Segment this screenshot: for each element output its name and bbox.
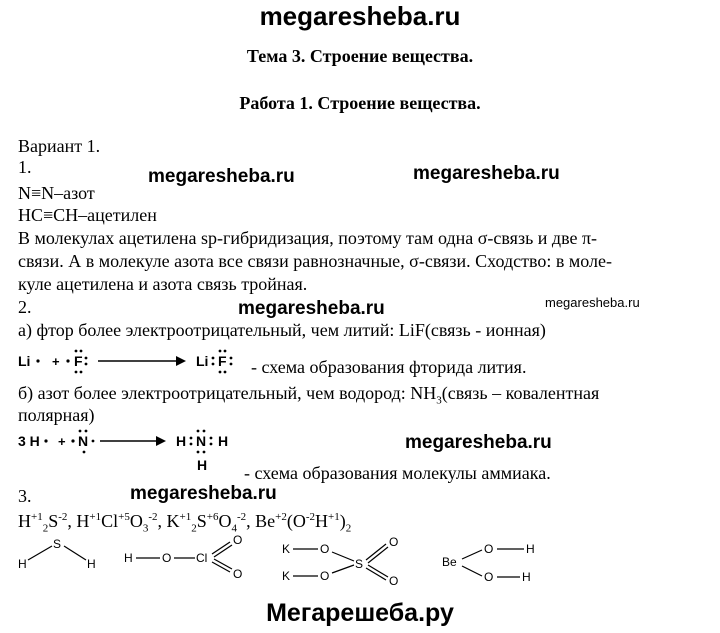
atom-o: O	[320, 542, 330, 556]
f-sep: ,	[246, 511, 256, 531]
reaction-arrow-head	[156, 436, 166, 446]
q1-formula-nitrogen: N≡N–азот	[18, 183, 95, 203]
atom-h: H	[522, 570, 531, 584]
f-part: H	[315, 511, 329, 531]
lif-scheme-caption: - схема образования фторида лития.	[251, 357, 527, 377]
bond	[332, 565, 354, 573]
electron-dot	[85, 363, 88, 366]
beoh2-structure	[442, 542, 535, 584]
atom-h: H	[87, 557, 96, 571]
f-idx: 3	[142, 522, 149, 535]
f-ox: -2	[148, 511, 158, 523]
bond	[64, 546, 86, 560]
atom-cl: Cl	[196, 551, 208, 565]
f-sep: ,	[67, 511, 77, 531]
electron-dot	[224, 371, 227, 374]
electron-dot	[75, 371, 78, 374]
atom-k: K	[282, 569, 291, 583]
electron-dot	[219, 350, 222, 353]
nh3-h-bottom: H	[197, 457, 208, 473]
reaction-arrow-head	[176, 356, 186, 366]
nh3-scheme-caption: - схема образования молекулы аммиака.	[244, 463, 551, 483]
nh3-h-right: H	[218, 433, 229, 449]
atom-h: H	[124, 551, 133, 565]
electron-dot	[190, 437, 193, 440]
q1-text-line: В молекулах ацетилена sp-гибридизация, поэтому там одна σ-связь и две π-	[18, 228, 598, 248]
electron-dot	[80, 371, 83, 374]
electron-dot	[92, 440, 95, 443]
q3-number: 3.	[18, 486, 32, 506]
watermark: megaresheba.ru	[130, 483, 277, 504]
electron-dot	[224, 350, 227, 353]
electron-dot	[190, 443, 193, 446]
h2s-structure	[18, 537, 96, 571]
watermark: megaresheba.ru	[545, 295, 640, 310]
electron-dot	[219, 371, 222, 374]
lif-formation-scheme	[16, 346, 256, 376]
electron-dot	[66, 359, 69, 362]
plus-sign: +	[52, 354, 60, 369]
electron-dot	[230, 363, 233, 366]
watermark: megaresheba.ru	[405, 432, 552, 453]
bond	[462, 566, 482, 576]
watermark: megaresheba.ru	[148, 166, 295, 187]
atom-o: O	[162, 551, 172, 565]
electron-dot	[197, 451, 200, 454]
q2-b-text-part: (связь – ковалентная	[441, 383, 600, 403]
electron-dot	[203, 451, 206, 454]
work-title: Работа 1. Строение вещества.	[239, 93, 481, 113]
atom-s: S	[53, 537, 62, 551]
f-ox: +1	[328, 511, 340, 523]
f-part: (O	[286, 511, 306, 531]
atom-h: H	[526, 542, 535, 556]
electron-dot	[85, 430, 88, 433]
f-ox: +5	[118, 511, 130, 523]
bond	[28, 546, 52, 560]
atom-be: Be	[442, 555, 457, 569]
product-li-symbol: Li	[196, 353, 209, 369]
f-part: O	[218, 511, 232, 531]
electron-dot	[85, 357, 88, 360]
bond	[332, 552, 354, 561]
topic-title: Тема 3. Строение вещества.	[246, 46, 474, 66]
f-ox: -2	[236, 511, 247, 523]
electron-dot	[197, 430, 200, 433]
electron-dot	[71, 439, 74, 442]
watermark: megaresheba.ru	[413, 163, 560, 184]
q1-text-line: куле ацетилена и азота связь тройная.	[18, 274, 308, 294]
electron-dot	[80, 350, 83, 353]
h3-symbol: 3 H	[18, 433, 40, 449]
plus-sign: +	[58, 434, 66, 449]
f-part: S	[196, 511, 207, 531]
q3-oxidation-formulas	[18, 511, 352, 535]
f-part: K	[166, 511, 180, 531]
f-part: S	[48, 511, 59, 531]
q2-a-text: а) фтор более электроотрицательный, чем литий: LiF(связь - ионная)	[18, 320, 546, 340]
atom-h: H	[18, 557, 27, 571]
atom-o: O	[320, 569, 330, 583]
hclo3-structure	[124, 533, 242, 581]
product-f-symbol: F	[218, 353, 227, 369]
q1-number: 1.	[18, 157, 32, 177]
atom-o: O	[484, 542, 494, 556]
double-bond	[366, 544, 386, 560]
electron-dot	[212, 357, 215, 360]
f-ox: -2	[58, 511, 68, 523]
f-part: Cl	[101, 511, 119, 531]
f-part: O	[129, 511, 143, 531]
f-ox: -2	[305, 511, 316, 523]
nh3-h-left: H	[176, 433, 187, 449]
q2-b-subscript: 3	[436, 394, 442, 407]
f-part: )	[339, 511, 346, 531]
bond	[462, 550, 482, 559]
f-ox: +2	[275, 511, 287, 523]
q2-b-text-part: б) азот более электроотрицательный, чем водород: NH	[18, 383, 437, 403]
q2-b-text	[18, 383, 600, 407]
double-bond	[368, 547, 388, 563]
q1-text-line: связи. А в молекуле азота все связи равнозначные, σ-связи. Сходство: в моле-	[18, 251, 612, 271]
electron-dot	[36, 359, 39, 362]
atom-o: O	[233, 567, 243, 581]
f-symbol: F	[74, 353, 83, 369]
electron-dot	[203, 430, 206, 433]
q2-number: 2.	[18, 297, 32, 317]
electron-dot	[210, 437, 213, 440]
atom-o: O	[389, 574, 399, 588]
electron-dot	[44, 439, 47, 442]
footer-site: Мегарешеба.ру	[266, 599, 454, 627]
f-ox: +1	[31, 511, 43, 523]
atom-k: K	[282, 542, 291, 556]
n-symbol: N	[78, 433, 89, 449]
variant-label: Вариант 1.	[18, 136, 101, 156]
q2-b-text-continued: полярная)	[18, 405, 95, 425]
electron-dot	[79, 430, 82, 433]
electron-dot	[210, 443, 213, 446]
f-part: H	[18, 511, 31, 531]
q1-formula-acetylene: HC≡CH–ацетилен	[18, 205, 157, 225]
atom-s: S	[355, 557, 364, 571]
f-idx: 4	[231, 522, 237, 535]
electron-dot	[83, 451, 86, 454]
f-idx: 2	[42, 522, 49, 535]
electron-dot	[212, 363, 215, 366]
li-symbol: Li	[18, 353, 31, 369]
atom-o: O	[484, 570, 494, 584]
atom-o: O	[233, 533, 243, 547]
nh3-formation-scheme	[16, 428, 256, 478]
nh3-n: N	[196, 433, 207, 449]
f-sep: ,	[157, 511, 167, 531]
f-ox: +1	[89, 511, 102, 523]
f-idx: 2	[191, 522, 197, 535]
f-ox: +1	[179, 511, 192, 523]
structural-formulas	[0, 530, 720, 590]
header-site: megaresheba.ru	[259, 1, 461, 31]
watermark: megaresheba.ru	[238, 298, 385, 319]
k2so4-structure	[282, 535, 398, 588]
electron-dot	[75, 350, 78, 353]
electron-dot	[230, 357, 233, 360]
f-idx: 2	[345, 522, 352, 535]
f-part: H	[76, 511, 90, 531]
f-ox: +6	[206, 511, 219, 523]
f-part: Be	[255, 511, 276, 531]
atom-o: O	[389, 535, 399, 549]
